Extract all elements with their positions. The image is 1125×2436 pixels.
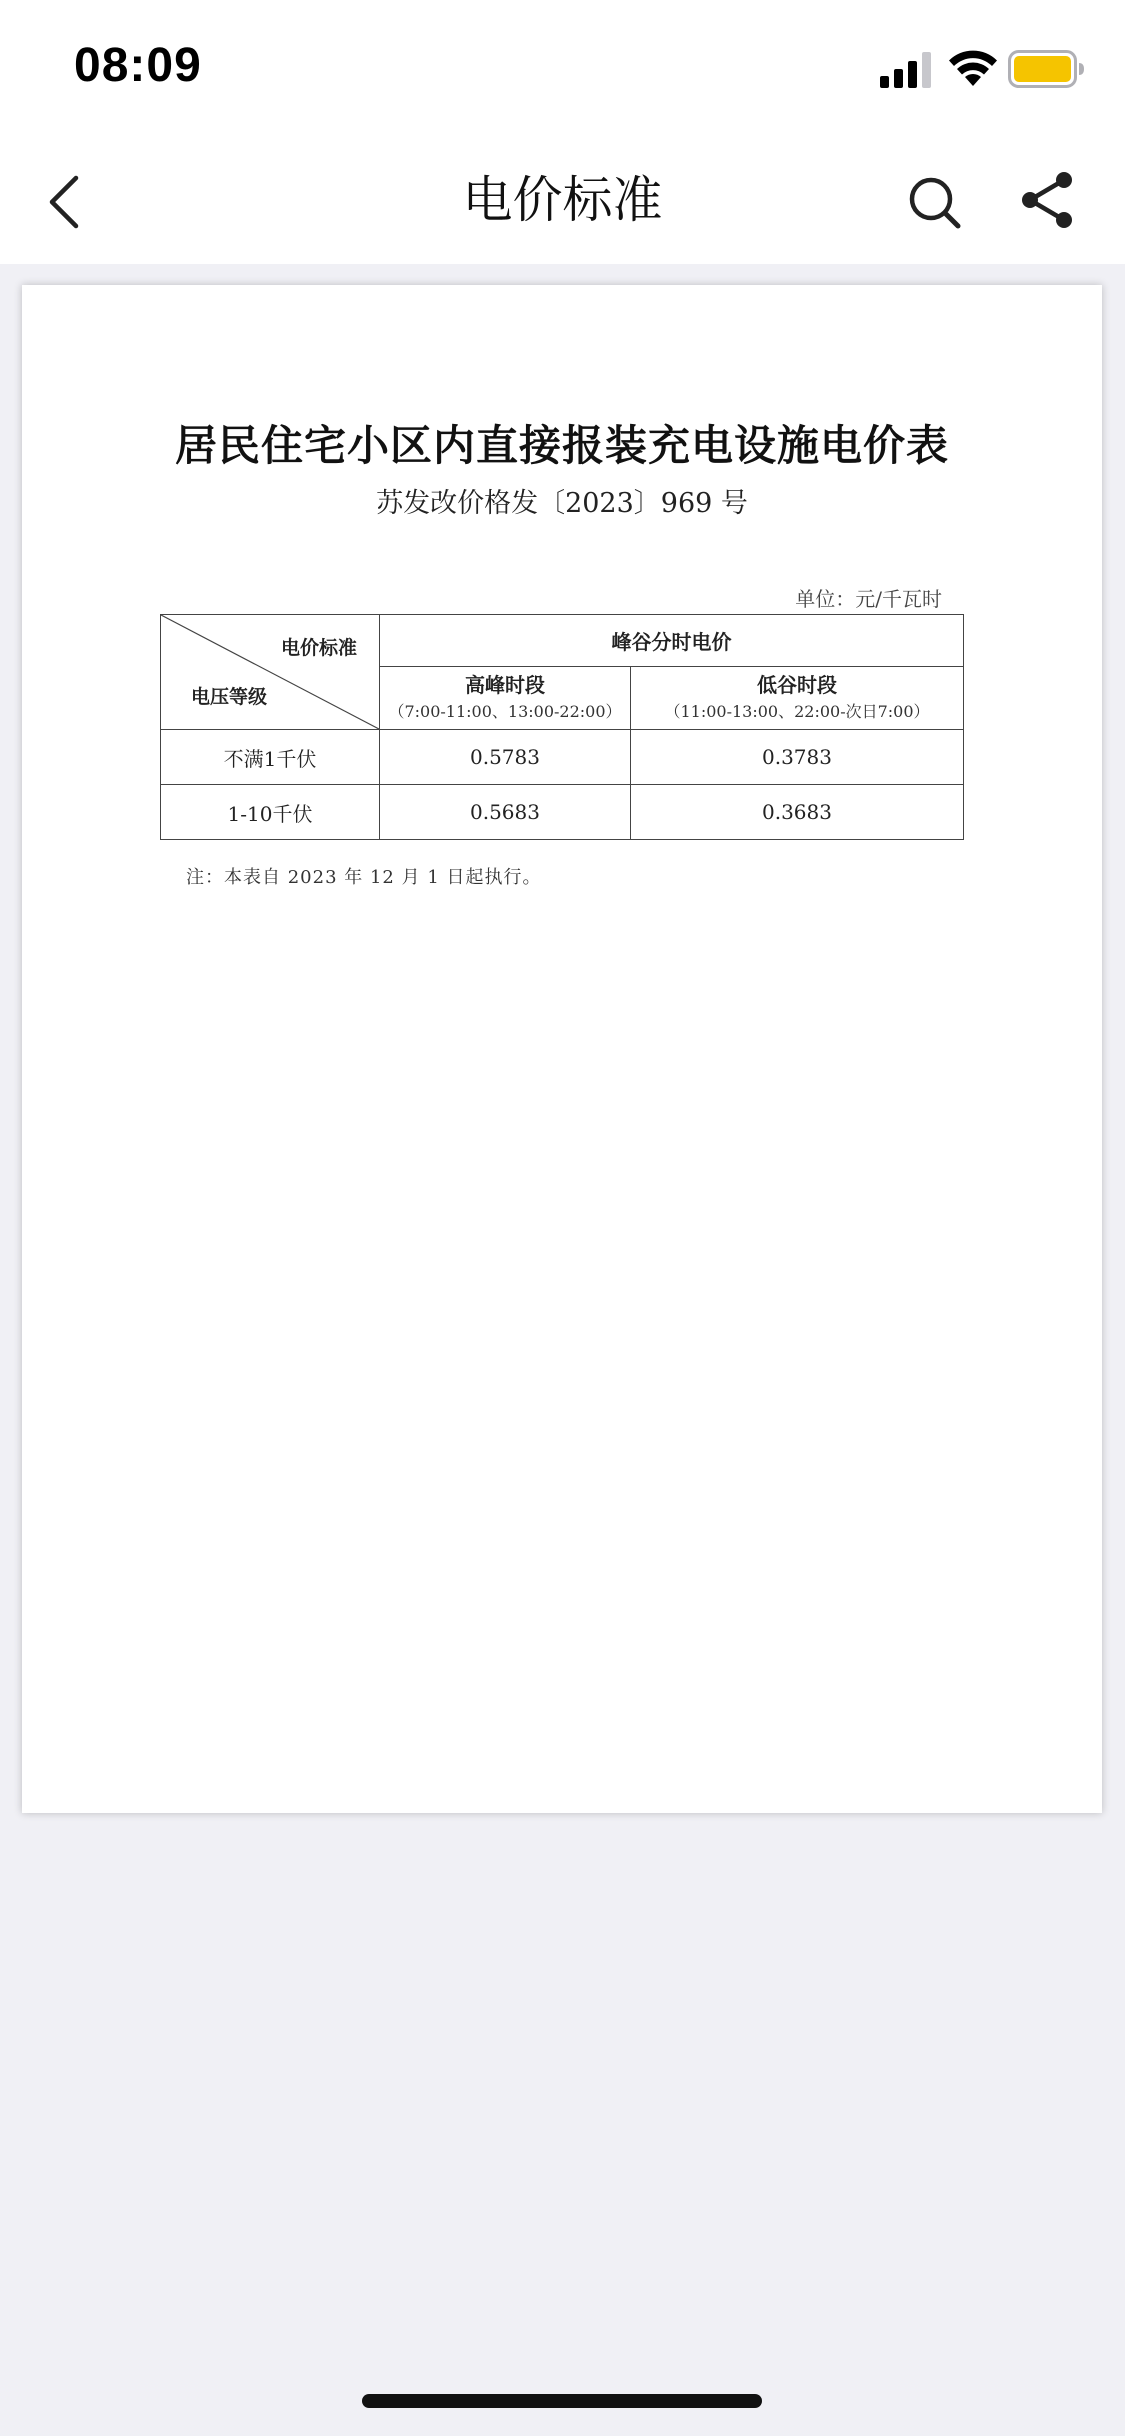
search-icon[interactable] xyxy=(904,172,964,232)
table-row xyxy=(161,730,964,785)
document-note: 注：本表自 2023 年 12 月 1 日起执行。 xyxy=(186,867,542,888)
table-row xyxy=(161,785,964,840)
document-page[interactable] xyxy=(22,285,1102,1813)
valley-price-cell: 0.3683 xyxy=(631,785,964,840)
corner-bottom-label: 电压等级 xyxy=(191,686,268,708)
voltage-level-cell: 1-10千伏 xyxy=(161,785,380,840)
nav-bar xyxy=(0,140,1125,264)
status-time: 08:09 xyxy=(74,39,202,92)
column-range: （11:00-13:00、22:00-次日7:00） xyxy=(664,702,930,721)
unit-label: 单位：元/千瓦时 xyxy=(795,587,942,611)
cellular-signal-icon xyxy=(880,52,934,88)
status-bar xyxy=(0,0,1125,140)
peak-price-cell: 0.5683 xyxy=(380,785,631,840)
wifi-icon xyxy=(948,48,998,88)
column-name: 高峰时段 xyxy=(465,673,545,697)
column-name: 低谷时段 xyxy=(757,673,837,697)
home-indicator[interactable] xyxy=(362,2394,762,2408)
column-header-valley xyxy=(631,667,964,730)
valley-price-cell: 0.3783 xyxy=(631,730,964,785)
table-corner-cell xyxy=(161,615,380,730)
voltage-level-cell: 不满1千伏 xyxy=(161,730,380,785)
share-icon[interactable] xyxy=(1018,168,1078,232)
battery-icon xyxy=(1008,50,1084,88)
column-range: （7:00-11:00、13:00-22:00） xyxy=(388,702,622,721)
document-title: 居民住宅小区内直接报装充电设施电价表 xyxy=(174,421,949,470)
corner-top-label: 电价标准 xyxy=(280,637,357,659)
column-header-peak xyxy=(380,667,631,730)
peak-price-cell: 0.5783 xyxy=(380,730,631,785)
document-subtitle: 苏发改价格发〔2023〕969 号 xyxy=(376,488,748,519)
group-header: 峰谷分时电价 xyxy=(380,615,964,667)
page-title: 电价标准 xyxy=(462,171,663,229)
price-table xyxy=(160,614,964,840)
